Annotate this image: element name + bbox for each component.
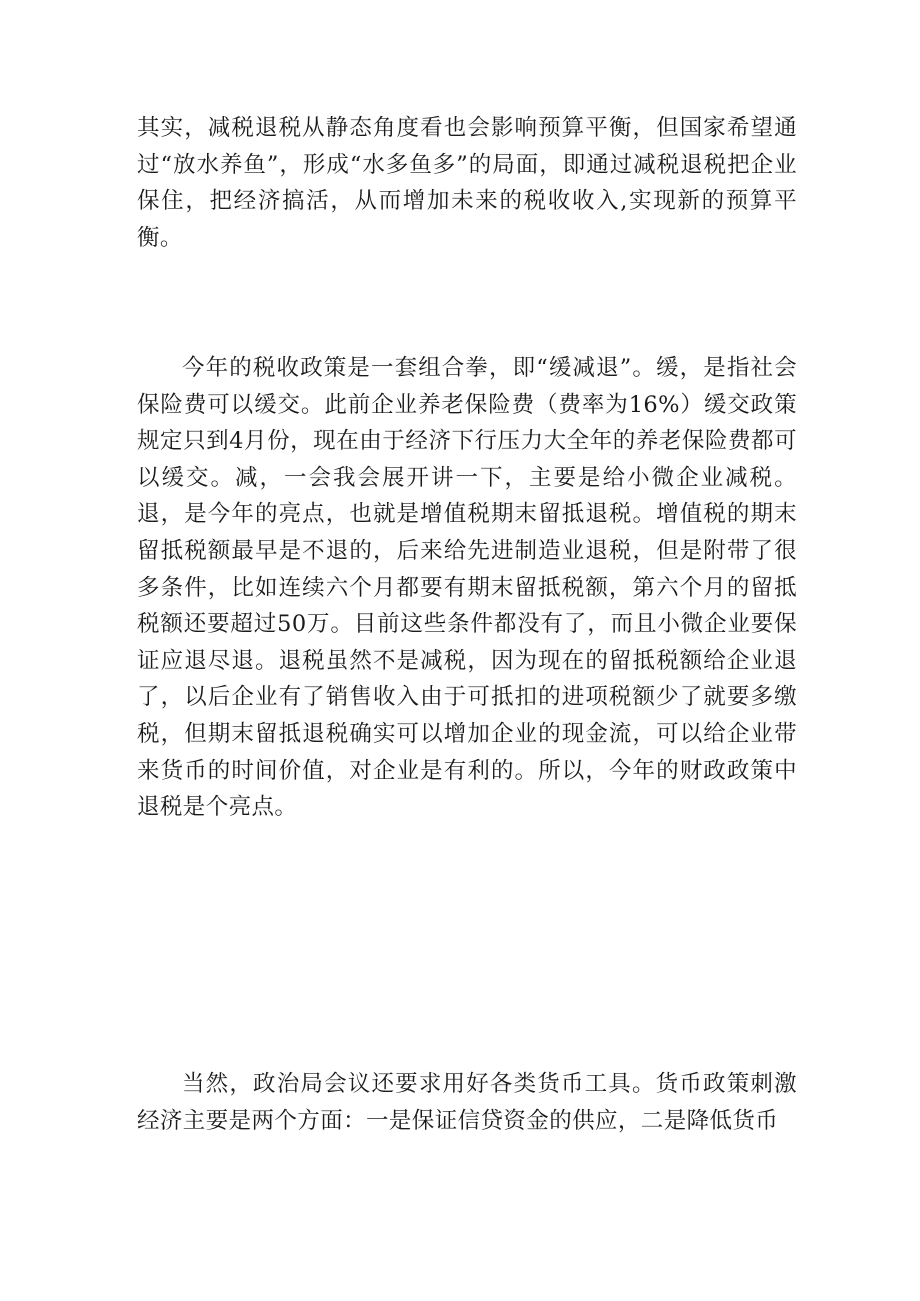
- paragraph-monetary-policy: 当然，政治局会议还要求用好各类货币工具。货币政策刺激经济主要是两个方面：一是保证信贷资金的供应，二是降低货币: [137, 1071, 797, 1134]
- paragraph-budget-balance: 其实，减税退税从静态角度看也会影响预算平衡，但国家希望通过“放水养鱼”，形成“水多鱼多”的局面，即通过减税退税把企业保住，把经济搞活，从而增加未来的税收收入,实现新的预算平衡。: [137, 115, 797, 251]
- paragraph-tax-policy: 今年的税收政策是一套组合拳，即“缓减退”。缓，是指社会保险费可以缓交。此前企业养老保险费（费率为16%）缓交政策规定只到4月份，现在由于经济下行压力大全年的养老保险费都可以缓交。减，一会我会展开讲一下，主要是给小微企业减税。退，是今年的亮点，也就是增值税期末留抵退税。增值税的期末留抵税额最早是不退的，后来给先进制造业退税，但是附带了很多条件，比如连续六个月都要有期末留抵税额，第六个月的留抵税额还要超过50万。目前这些条件都没有了，而且小微企业要保证应退尽退。退税虽然不是减税，因为现在的留抵税额给企业退了，以后企业有了销售收入由于可抵扣的进项税额少了就要多缴税，但期末留抵退税确实可以增加企业的现金流，可以给企业带来货币的时间价值，对企业是有利的。所以，今年的财政政策中退税是个亮点。: [137, 355, 797, 821]
